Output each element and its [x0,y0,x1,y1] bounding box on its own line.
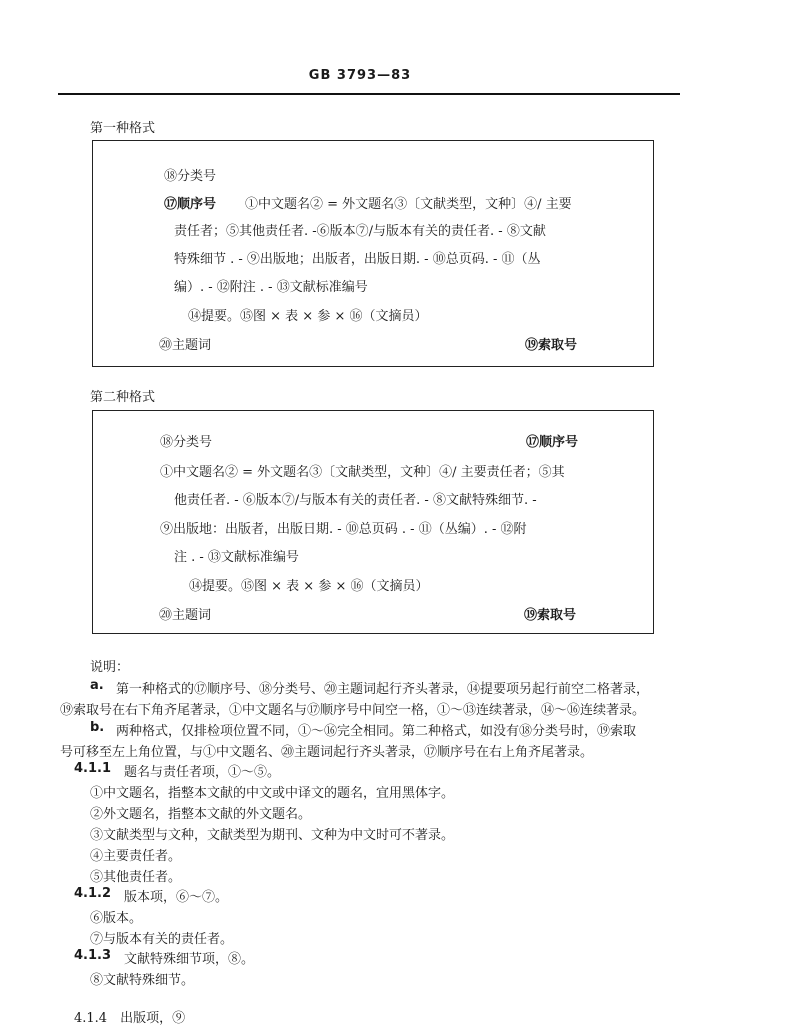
format1-line3: 责任者；⑤其他责任者. -⑥版本⑦/与版本有关的责任者. - ⑧文献 [174,224,546,239]
header-rule [58,93,680,95]
format2-line4: ⑨出版地：出版者，出版日期. - ⑩总页码 . - ⑪（丛编）. - ⑫附 [160,522,527,537]
section-4-1-3-number: 4.1.3 [74,948,112,963]
format1-label: 第一种格式 [90,121,156,136]
format1-abstract-line: ⑭提要。⑮图 × 表 × 参 × ⑯（文摘员） [188,309,428,324]
note-a-line1: 第一种格式的⑰顺序号、⑱分类号、⑳主题词起行齐头著录，⑭提要项另起行前空二格著录， [116,682,650,697]
section-4-1-3-title: 文献特殊细节项，⑧。 [124,952,255,967]
section-4-1-1-item: ①中文题名，指整本文献的中文或中译文的题名，宜用黑体字。 [90,786,455,801]
format2-subject-terms: ⑳主题词 [159,608,212,623]
format2-class-no: ⑱分类号 [160,435,213,450]
format2-abstract-line: ⑭提要。⑮图 × 表 × 参 × ⑯（文摘员） [189,579,429,594]
section-4-1-4-partial-text: 4.1.4 出版项，⑨ [74,1011,186,1026]
format2-label: 第二种格式 [90,390,156,405]
notes-heading: 说明： [90,660,130,675]
format1-line4: 特殊细节 . - ⑨出版地；出版者，出版日期. - ⑩总页码. - ⑪（丛 [174,252,541,267]
section-4-1-1-item: ④主要责任者。 [90,849,182,864]
section-4-1-1-number: 4.1.1 [74,761,112,776]
format1-class-no: ⑱分类号 [164,169,217,184]
section-4-1-2-item: ⑦与版本有关的责任者。 [90,932,234,947]
format1-box [92,140,654,367]
section-4-1-1-item: ⑤其他责任者。 [90,870,182,885]
note-a-line2: ⑲索取号在右下角齐尾著录，①中文题名与⑰顺序号中间空一格，①～⑬连续著录，⑭～⑯连续著录。 [60,703,646,718]
format2-line5: 注 . - ⑬文献标准编号 [174,550,299,565]
section-4-1-2-title: 版本项，⑥～⑦。 [124,890,229,905]
section-4-1-1-item: ②外文题名，指整本文献的外文题名。 [90,807,312,822]
standard-code: GB 3793—83 [308,68,412,83]
format1-line5: 编）. - ⑫附注 . - ⑬文献标准编号 [174,280,368,295]
format1-line2: ①中文题名② = 外文题名③〔文献类型，文种〕④/ 主要 [245,197,572,212]
note-b-line2: 号可移至左上角位置，与①中文题名、⑳主题词起行齐头著录，⑰顺序号在右上角齐尾著录。 [60,745,594,760]
format2-line3: 他责任者. - ⑥版本⑦/与版本有关的责任者. - ⑧文献特殊细节. - [174,493,537,508]
section-4-1-4-partial [74,1007,186,1026]
format1-call-number: ⑲索取号 [525,338,578,353]
format2-line2: ①中文题名② = 外文题名③〔文献类型，文种〕④/ 主要责任者；⑤其 [160,465,565,480]
format2-box [92,410,654,634]
section-4-1-1-title: 题名与责任者项，①～⑤。 [124,765,281,780]
format1-seq-no: ⑰顺序号 [164,197,217,212]
section-4-1-2-number: 4.1.2 [74,886,112,901]
section-4-1-2-item: ⑥版本。 [90,911,143,926]
note-b-mark: b. [90,720,105,735]
section-4-1-3-item: ⑧文献特殊细节。 [90,973,195,988]
section-4-1-1-item: ③文献类型与文种，文献类型为期刊、文种为中文时可不著录。 [90,828,455,843]
format2-seq-no: ⑰顺序号 [526,435,579,450]
note-b-line1: 两种格式，仅排检项位置不同，①～⑯完全相同。第二种格式，如没有⑱分类号时，⑲索取 [116,724,637,739]
format1-subject-terms: ⑳主题词 [159,338,212,353]
format2-call-number: ⑲索取号 [524,608,577,623]
note-a-mark: a. [90,678,104,693]
